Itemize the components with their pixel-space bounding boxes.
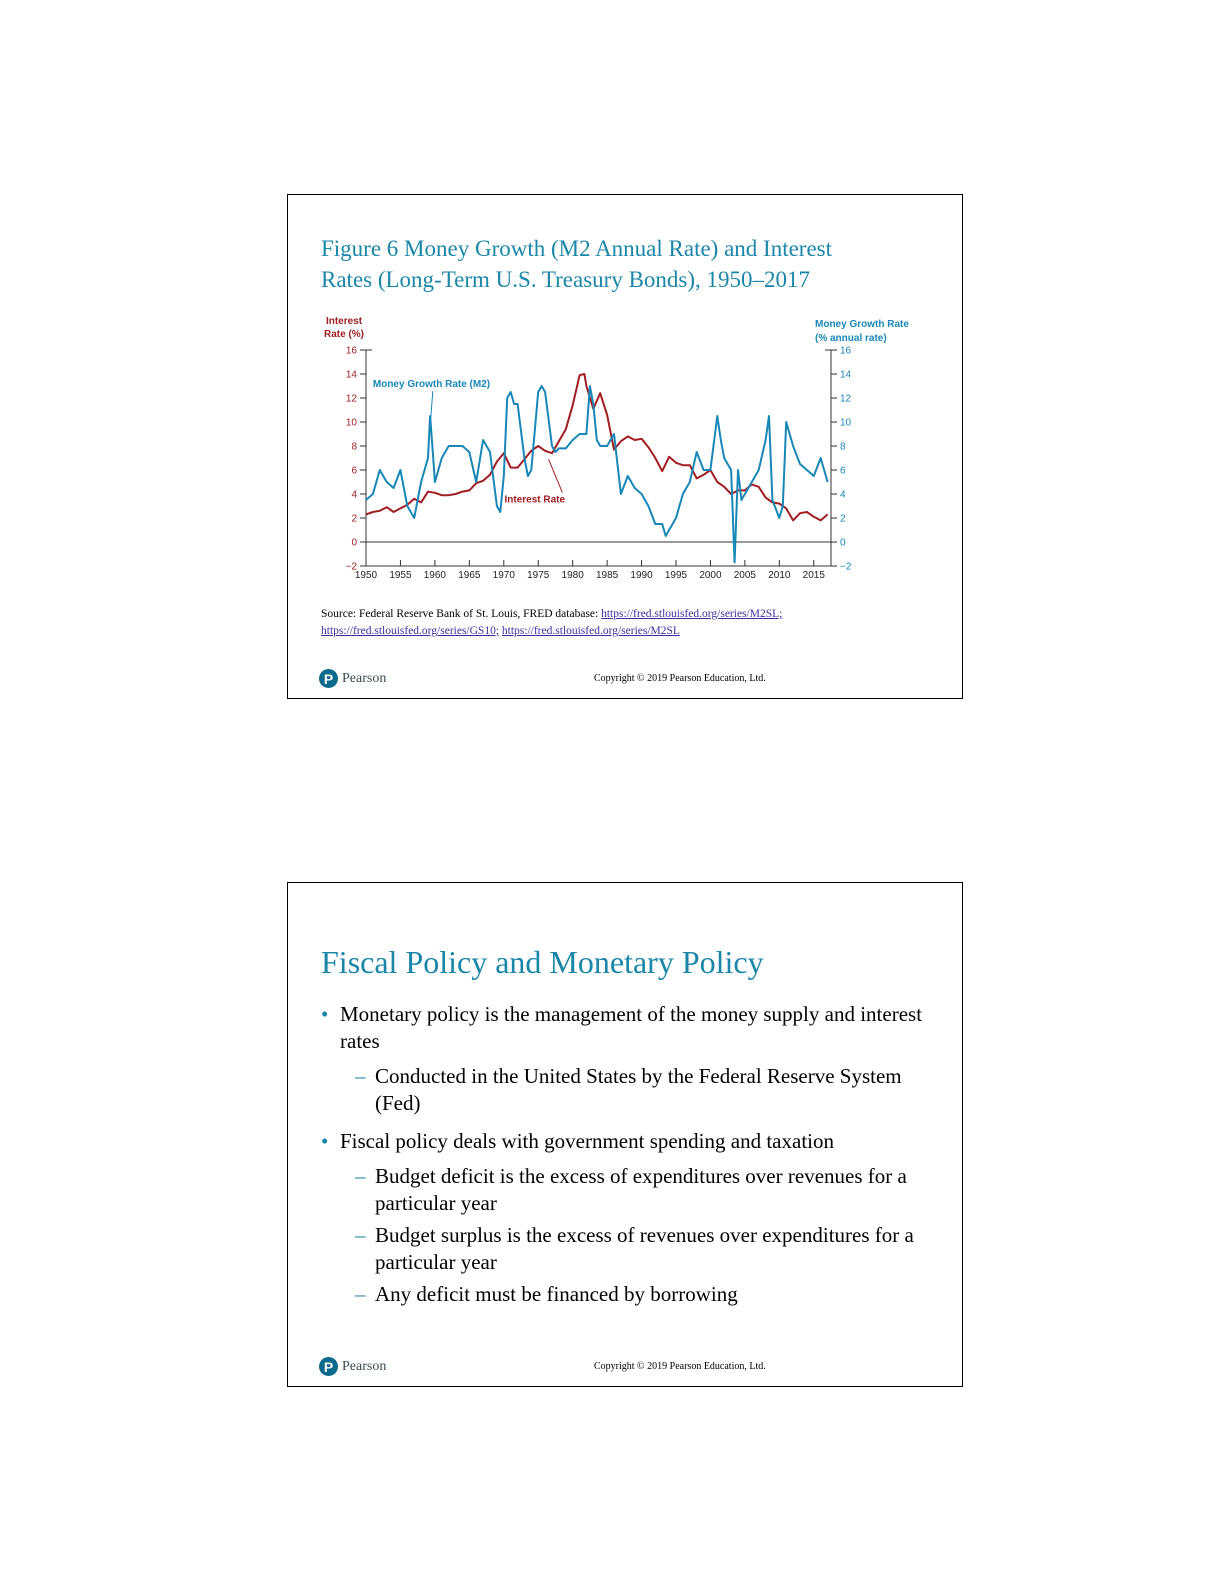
interest-rate-annotation-leader (549, 459, 563, 492)
left-axis-title-line-1: Interest (325, 316, 363, 327)
y-tick-label-right: 0 (840, 537, 846, 549)
x-tick-label: 1980 (561, 570, 584, 581)
interest-rate-annotation: Interest Rate (504, 494, 566, 506)
y-tick-label-left: 8 (351, 441, 357, 453)
x-tick-label: 2000 (699, 570, 722, 581)
line-chart (288, 195, 964, 605)
y-tick-label-left: 0 (351, 537, 357, 549)
sub-bullet-fed: – Conducted in the United States by the Federal Reserve System (Fed) (321, 1063, 941, 1117)
money-growth-annotation: Money Growth Rate (M2) (372, 379, 491, 391)
x-tick-label: 1990 (630, 570, 653, 581)
bullet-fiscal-policy: • Fiscal policy deals with government spending and taxation (321, 1128, 941, 1155)
y-tick-label-left: −2 (345, 561, 357, 573)
figure-title-line-2: Rates (Long-Term U.S. Treasury Bonds), 1950–2017 (321, 267, 811, 292)
bullet-monetary-policy: • Monetary policy is the management of the money supply and interest rates (321, 1001, 941, 1055)
right-axis-title-line-1: Money Growth Rate (815, 319, 909, 330)
y-tick-label-left: 14 (345, 369, 357, 381)
x-tick-label: 2010 (768, 570, 791, 581)
y-tick-label-left: 6 (351, 465, 357, 477)
x-tick-label: 2005 (733, 570, 757, 581)
money-growth-line (366, 386, 828, 562)
left-axis-title-line-2: Rate (%) (323, 329, 365, 340)
x-tick-label: 2015 (802, 570, 825, 581)
right-axis-title-line-2: (% annual rate) (815, 333, 887, 344)
x-tick-label: 1995 (664, 570, 688, 581)
y-tick-label-left: 4 (351, 489, 357, 501)
slide-title: Fiscal Policy and Monetary Policy (321, 944, 764, 980)
source-link-gs10[interactable]: https://fred.stlouisfed.org/series/GS10; (321, 625, 500, 637)
interest-rate-line (366, 374, 828, 520)
sub-bullet-budget-surplus: – Budget surplus is the excess of revenues over expenditures for a particular year (321, 1222, 941, 1276)
source-note (321, 606, 941, 640)
pearson-logo-icon: P (319, 1357, 338, 1376)
slide-fiscal-monetary (287, 882, 963, 1387)
figure-title-line-1: Figure 6 Money Growth (M2 Annual Rate) and Interest (321, 236, 833, 261)
y-tick-label-right: 10 (840, 417, 852, 429)
pearson-logo (319, 669, 386, 688)
slide-figure-6 (287, 194, 963, 699)
y-tick-label-right: 8 (840, 441, 846, 453)
x-tick-label: 1975 (527, 570, 550, 581)
x-tick-label: 1965 (458, 570, 481, 581)
sub-bullet-budget-deficit: – Budget deficit is the excess of expenditures over revenues for a particular year (321, 1163, 941, 1217)
y-tick-label-right: 6 (840, 465, 846, 477)
y-tick-label-right: 12 (840, 393, 852, 405)
y-tick-label-right: 16 (840, 345, 852, 357)
x-tick-label: 1960 (423, 570, 447, 581)
bullet-list (321, 1001, 941, 1313)
y-tick-label-left: 16 (345, 345, 357, 357)
y-tick-label-left: 10 (345, 417, 357, 429)
source-link-m2sl-2[interactable]: https://fred.stlouisfed.org/series/M2SL (501, 625, 680, 637)
source-prefix: Source: Federal Reserve Bank of St. Louis, FRED database: (321, 608, 602, 620)
y-tick-label-right: 14 (840, 369, 852, 381)
x-tick-label: 1970 (492, 570, 515, 581)
y-tick-label-right: 4 (840, 489, 846, 501)
source-link-m2sl[interactable]: https://fred.stlouisfed.org/series/M2SL; (601, 608, 783, 620)
sub-bullet-borrowing: – Any deficit must be financed by borrowing (321, 1281, 941, 1308)
pearson-logo-icon: P (319, 669, 338, 688)
pearson-logo-text: Pearson (342, 670, 387, 686)
y-tick-label-left: 12 (345, 393, 357, 405)
x-tick-label: 1950 (354, 570, 378, 581)
y-tick-label-right: 2 (840, 513, 846, 525)
copyright: Copyright © 2019 Pearson Education, Ltd. (594, 1361, 766, 1372)
x-tick-label: 1985 (595, 570, 619, 581)
y-tick-label-left: 2 (351, 513, 357, 525)
copyright: Copyright © 2019 Pearson Education, Ltd. (594, 673, 766, 684)
y-tick-label-right: −2 (840, 561, 852, 573)
pearson-logo-text: Pearson (342, 1358, 387, 1374)
pearson-logo (319, 1357, 386, 1376)
x-tick-label: 1955 (389, 570, 412, 581)
